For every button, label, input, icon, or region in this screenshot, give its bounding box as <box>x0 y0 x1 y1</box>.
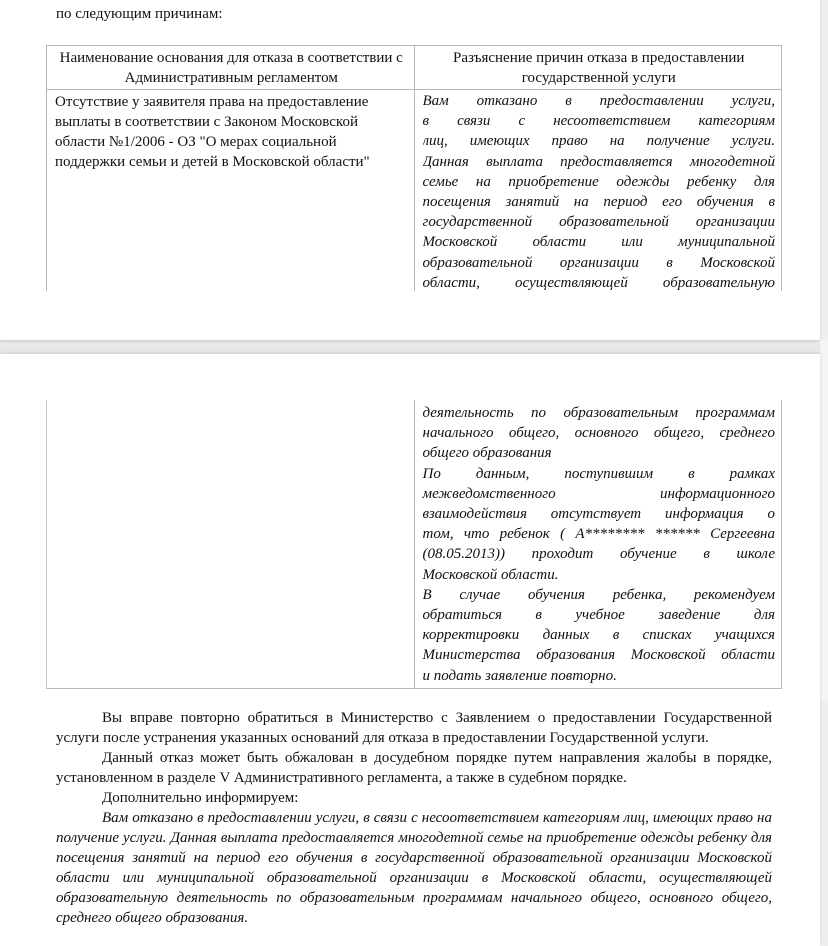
explanation-line: Московской области. <box>422 566 559 583</box>
explanation-line: и подать заявление повторно. <box>422 667 617 684</box>
explanation-line: корректировки данных в списках учащихся <box>422 627 775 644</box>
explanation-line: (08.05.2013)) проходит обучение в школе <box>422 546 775 563</box>
paragraph-appeal: Данный отказ может быть обжалован в досудебном порядке путем направления жалобы в порядке, установленном в разделе V Административного регламента, а также в судебном порядке. <box>56 750 772 786</box>
table-row <box>47 90 782 292</box>
explanation-line: Вам отказано в предоставлении услуги, <box>422 93 775 109</box>
paragraph-additional: Дополнительно информируем: <box>102 790 299 806</box>
explanation-line: Министерства образования Московской области <box>422 647 775 664</box>
explanation-line: посещения занятий на период его обучения в <box>422 194 775 211</box>
explanation-line: начального общего, основного общего, среднего <box>422 425 775 442</box>
explanation-line: В случае обучения ребенка, рекомендуем <box>422 586 775 603</box>
explanation-line: том, что ребенок ( А******** ****** Сергеевна <box>422 526 775 543</box>
explanation-line: взаимодействия отсутствует информация о <box>422 506 775 523</box>
explanation-line: общего образования <box>422 445 552 462</box>
refusal-table-continued <box>46 400 782 689</box>
document-page-1 <box>0 0 820 340</box>
table-header-row <box>47 46 782 90</box>
body-text <box>56 708 772 928</box>
refusal-table <box>46 45 782 291</box>
document-page-2 <box>0 354 820 946</box>
scrollbar-thumb[interactable] <box>819 340 828 700</box>
reason-cell-empty <box>47 400 415 688</box>
paragraph-retry: Вы вправе повторно обратиться в Министерство с Заявлением о предоставлении Государственной услуги после устранения указанных оснований для отказа в предоставлении Государственной услуги. <box>56 710 772 746</box>
reason-cell: Отсутствие у заявителя права на предоставление выплаты в соответствии с Законом Московской области №1/2006 - ОЗ "О мерах социальной поддержки семьи и детей в Московской области" <box>47 90 415 292</box>
explanation-line: Данная выплата предоставляется многодетной <box>422 153 775 170</box>
intro-text: по следующим причинам: <box>56 6 223 22</box>
explanation-line: лиц, имеющих право на получение услуги. <box>422 133 775 150</box>
explanation-line: государственной образовательной организации <box>422 214 775 231</box>
explanation-line: области, осуществляющей образовательную <box>422 274 775 291</box>
table-row <box>47 400 782 688</box>
header-reason: Наименование основания для отказа в соответствии с Административным регламентом <box>47 46 415 90</box>
header-explanation: Разъяснение причин отказа в предоставлении государственной услуги <box>414 46 782 90</box>
explanation-line: межведомственного информационного <box>422 485 775 502</box>
paragraph-additional-details: Вам отказано в предоставлении услуги, в связи с несоответствием категориям лиц, имеющих право на получение услуги. Данная выплата предоставляется многодетной семье на приобретение одежды ребенку для посещения занятий на период его обучения в государственной образовательной организации Московской области или муниципальной образовательной организации в Московской области, осуществляющей образовательную деятельность по образовательным программам начального общего, основного общего, среднего общего образования. <box>56 810 772 926</box>
explanation-line: обратиться в учебное заведение для <box>422 607 775 624</box>
explanation-line: деятельность по образовательным программам <box>422 405 775 421</box>
explanation-line: семье на приобретение одежды ребенку для <box>422 173 775 190</box>
explanation-line: По данным, поступившим в рамках <box>422 465 775 482</box>
explanation-line: Московской области или муниципальной <box>422 234 775 251</box>
explanation-cell <box>414 90 782 292</box>
explanation-line: в связи с несоответствием категориям <box>422 113 775 130</box>
explanation-cell-continued <box>414 400 782 688</box>
explanation-line: образовательной организации в Московской <box>422 254 775 271</box>
